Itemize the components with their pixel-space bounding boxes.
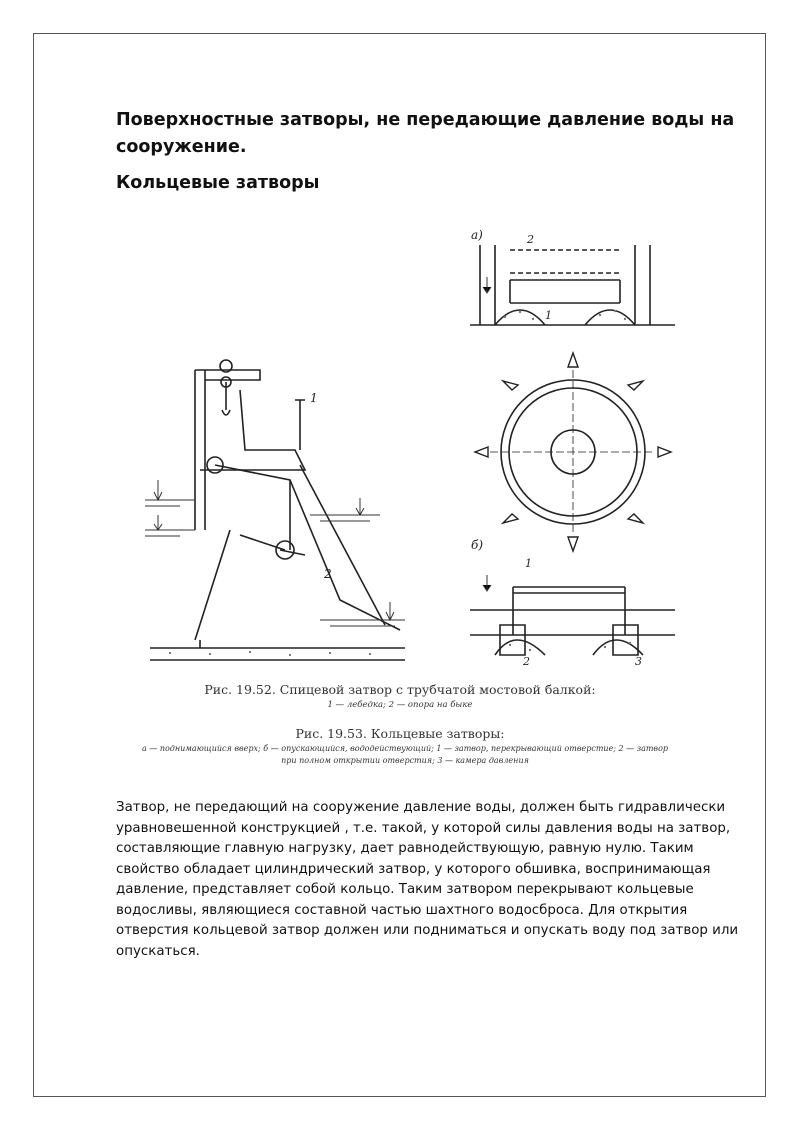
- figure-caption-1-title: Рис. 19.52. Спицевой затвор с трубчатой мостовой балкой:: [204, 682, 596, 697]
- needle-gate-drawing: [140, 350, 420, 670]
- figure-caption-2-legend: а — поднимающийся вверх; б — опускающийся, вододействующий; 1 — затвор, перекрывающий отверстие; 2 — затвор при полном открытии отверстия; 3 — камера давления: [141, 744, 669, 765]
- figure-right-label-1b: 1: [525, 557, 532, 570]
- figure-right-label-1a: 1: [545, 309, 552, 322]
- figure-right-label-2a: 2: [527, 233, 534, 246]
- figure-right-label-2b: 2: [523, 655, 530, 668]
- figure-left-label-1: 1: [310, 391, 318, 405]
- figure-caption-1-legend: 1 — лебедка; 2 — опора на быке: [327, 700, 473, 710]
- document-heading: Поверхностные затворы, не передающие давление воды на сооружение.: [116, 110, 735, 157]
- ring-gate-drawing: [465, 215, 680, 675]
- figure-right-label-a: а): [471, 228, 483, 242]
- body-paragraph: Затвор, не передающий на сооружение давление воды, должен быть гидравлически уравновешенной конструкцией , т.е. такой, у которой силы давления воды на затвор, составляющие главную нагрузку, дает равнодействующую, равную нулю. Таким свойство обладает цилиндрический затвор, у которого обшивка, воспринимающая давление, представляет собой кольцо. Таким затвором перекрывают кольцевые водосливы, являющиеся составной частью шахтного водосброса. Для открытия отверстия кольцевой затвор должен или подниматься и опускать воду под затвор или опускаться.: [116, 800, 739, 959]
- document-subheading: Кольцевые затворы: [116, 173, 320, 193]
- figure-right-label-3b: 3: [635, 655, 642, 668]
- figure-left-label-2: 2: [324, 567, 332, 581]
- figure-caption-2-title: Рис. 19.53. Кольцевые затворы:: [295, 726, 505, 741]
- figure-right-label-b: б): [471, 538, 484, 552]
